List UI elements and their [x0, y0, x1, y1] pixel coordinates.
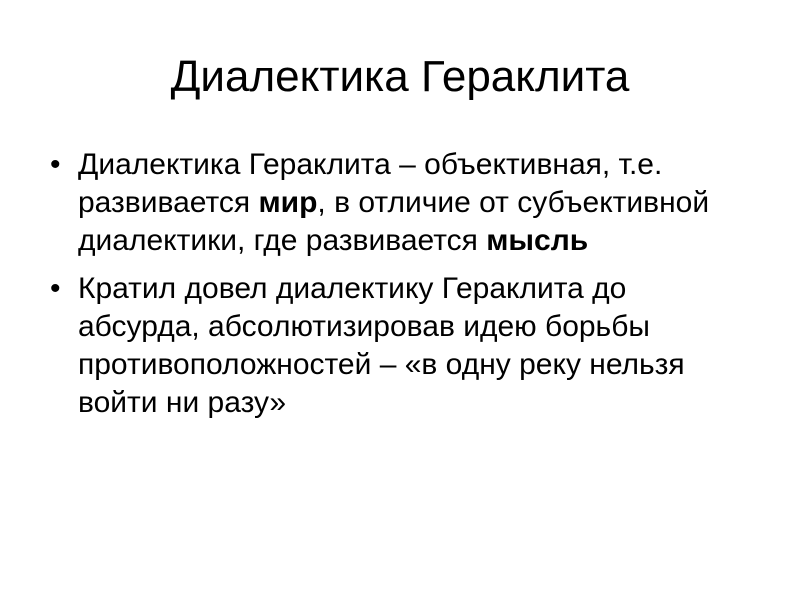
slide-title: Диалектика Гераклита: [170, 52, 630, 101]
bullet-dot-icon: •: [50, 148, 61, 181]
bullet-list: [46, 146, 756, 432]
bullet-item-objective-dialectic: [46, 146, 756, 260]
bullet-text-part: , в отличие от субъективной диалектики, где развивается: [78, 186, 710, 257]
bold-term-world: мир: [258, 186, 318, 219]
bullet-item-cratylus: [46, 270, 756, 422]
bullet-text-part: Диалектика Гераклита – объективная, т.е. развивается: [78, 148, 663, 219]
bullet-dot-icon: •: [50, 272, 61, 305]
bold-term-thought: мысль: [486, 224, 589, 257]
bullet-text-part: Кратил довел диалектику Гераклита до абсурда, абсолютизировав идею борьбы противоположностей – «в одну реку нельзя войти ни разу»: [78, 272, 685, 419]
